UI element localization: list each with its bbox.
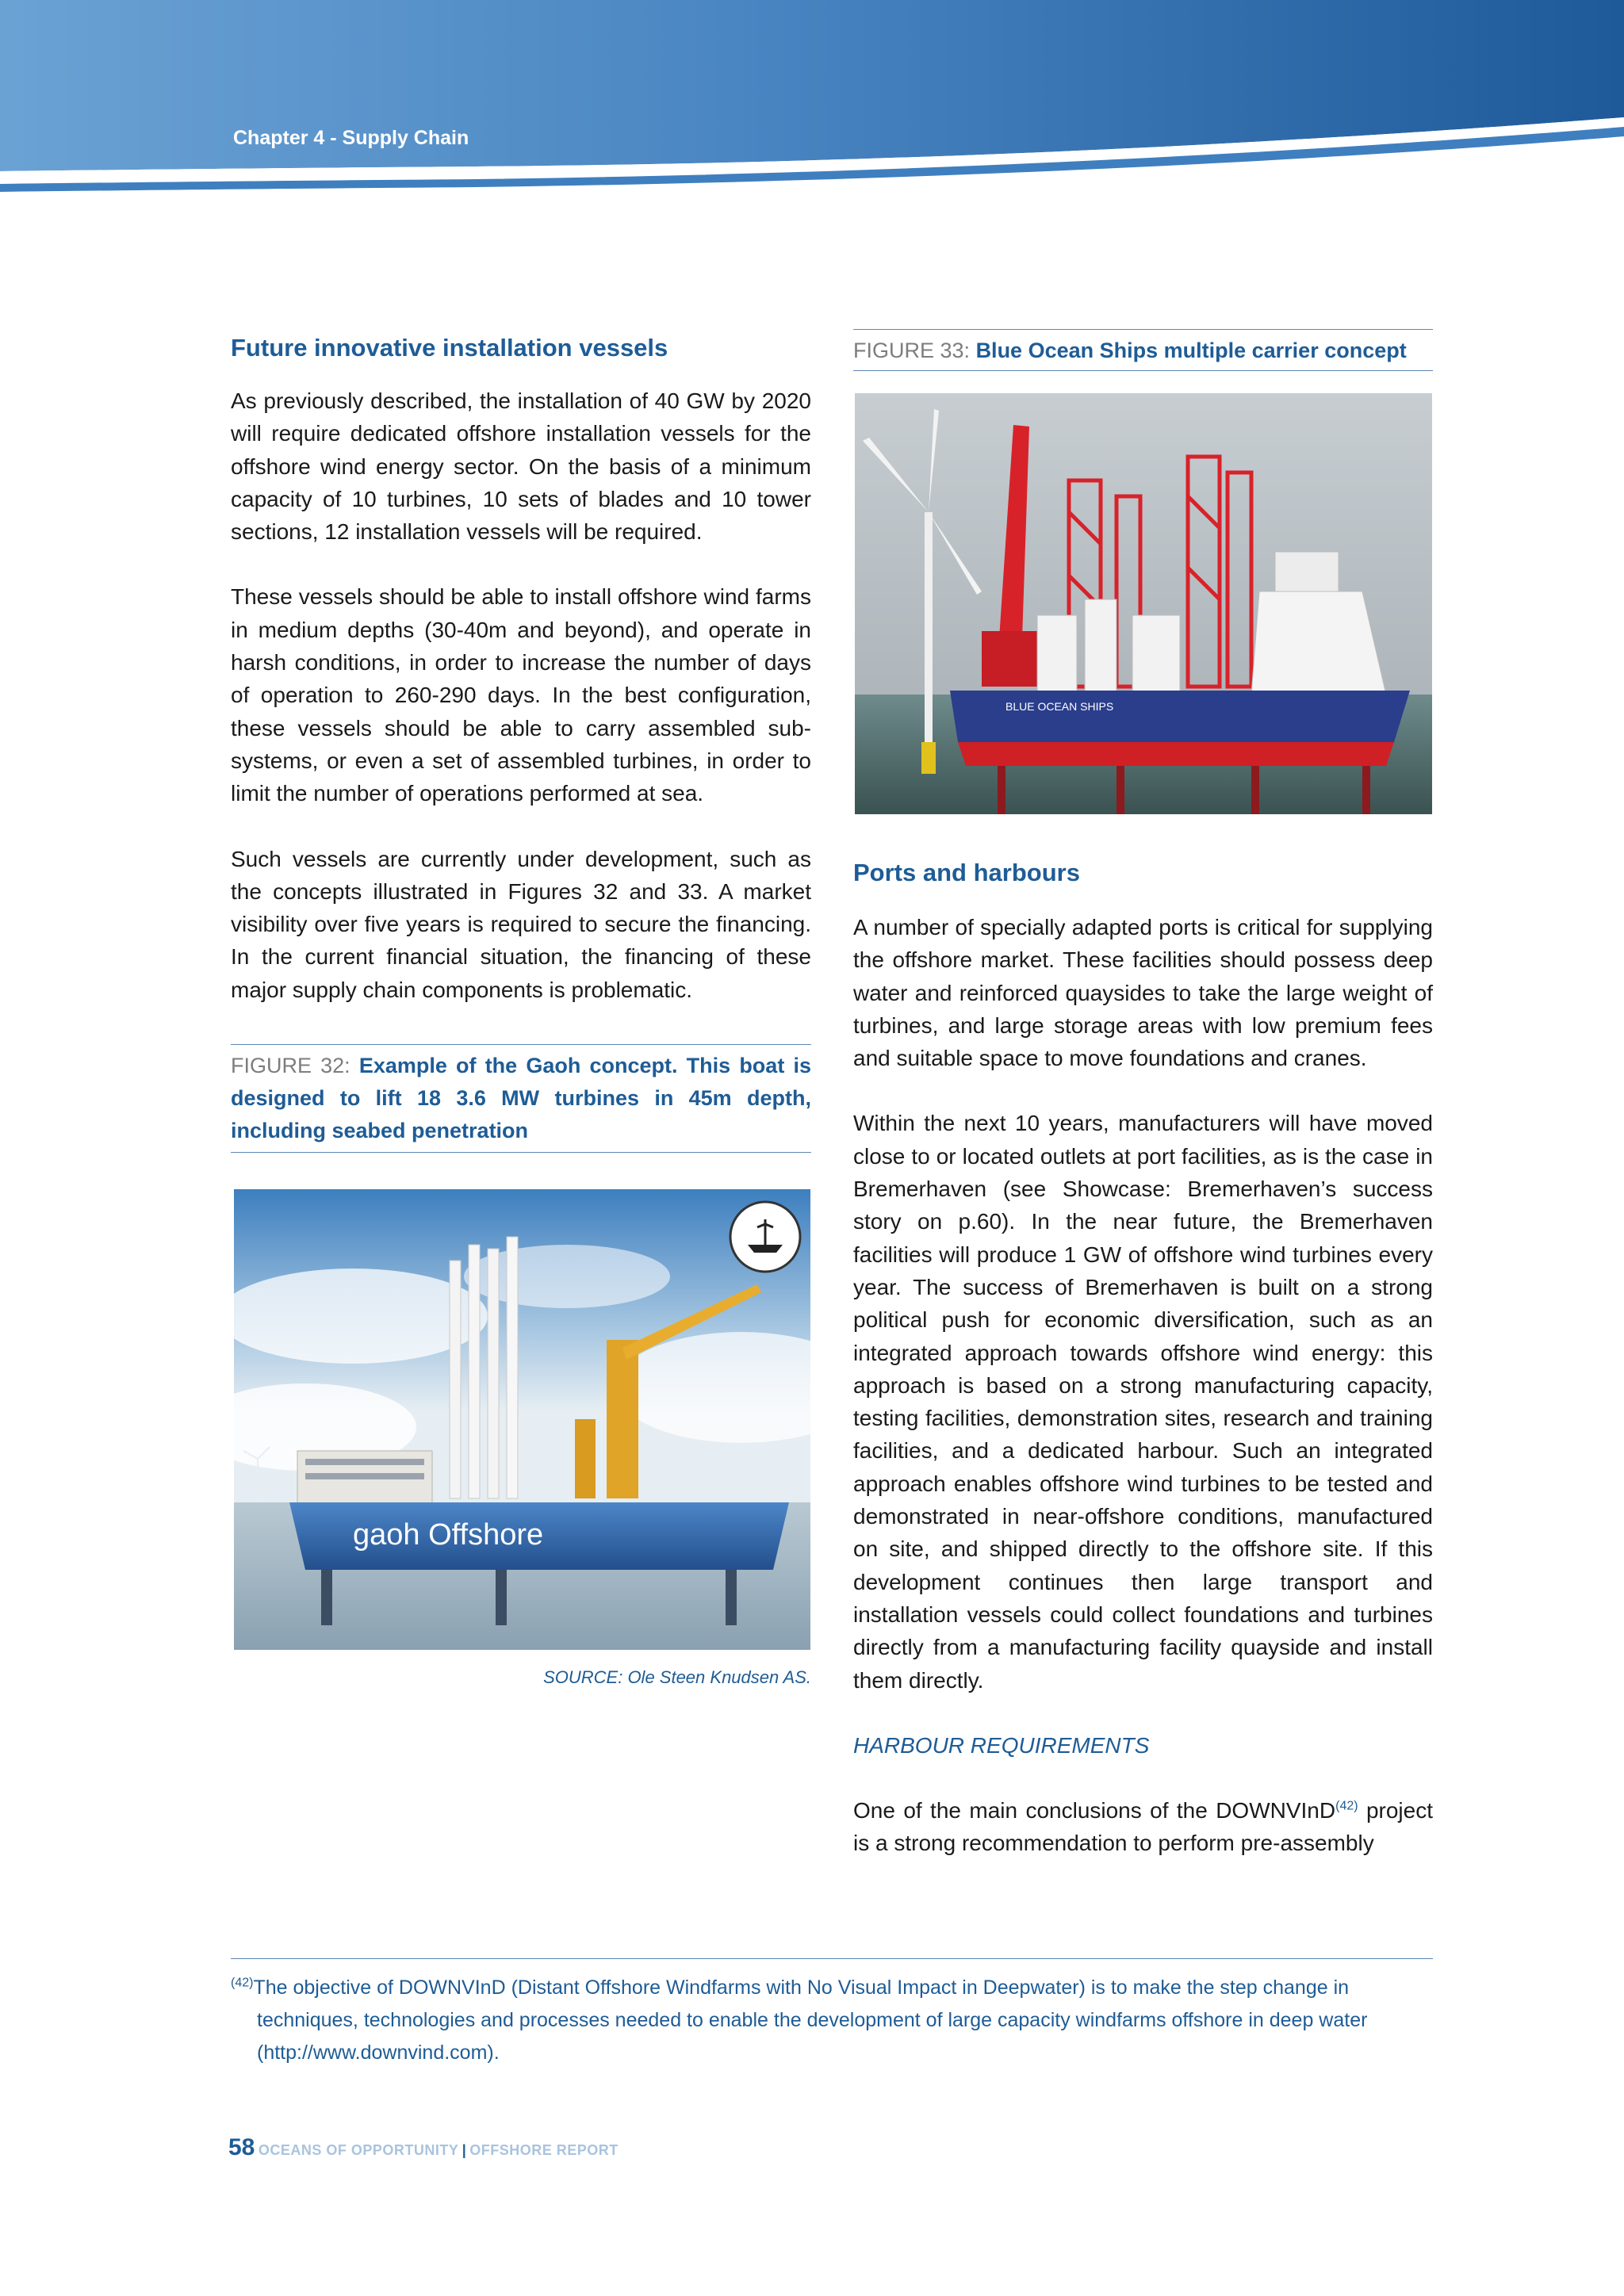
page-header (0, 0, 1624, 198)
body-paragraph: Within the next 10 years, manufacturers will have moved close to or located outlets at port facilities, as is the case in Bremerhaven (see Showcase: Bremerhaven’s success story on p.60). In the near future, the Bremerhaven facilities will produce 1 GW of offshore wind turbines every year. The success of Bremerhaven is built on a strong political push for economic diversification, such as an integrated approach towards offshore wind energy: this approach is based on a strong manufacturing capacity, testing facilities, demonstration sites, research and training facilities, and a dedicated harbour. Such an integrated approach enables offshore wind turbines to be tested and demonstrated in near-offshore conditions, manufactured on site, and shipped directly to the offshore site. If this development continues then large transport and installation vessels could collect foundations and turbines directly from a manufacturing facility quayside and install them directly. (853, 1111, 1433, 1693)
figure-title: Example of the Gaoh concept. This boat is designed to lift 18 3.6 MW turbines in 45m depth, including seabed penetration (231, 1054, 811, 1143)
figure-label: FIGURE 32: (231, 1054, 350, 1078)
figure-32-source: SOURCE: Ole Steen Knudsen AS. (543, 1667, 811, 1688)
publication-name: OCEANS OF OPPORTUNITY (258, 2142, 459, 2158)
figure-title: Blue Ocean Ships multiple carrier concept (975, 339, 1407, 362)
figure-32-image (234, 1189, 810, 1650)
chapter-title: Chapter 4 - Supply Chain (233, 127, 469, 149)
section-heading-ports: Ports and harbours (853, 859, 1080, 886)
figure-33-caption (853, 329, 1433, 371)
footnote-text: The objective of DOWNVInD (Distant Offshore Windfarms with No Visual Impact in Deepwater) is to make the step change in techniques, technologies and processes needed to enable the development of large capacity windfarms offshore in deep water (http://www.downvind.com). (253, 1976, 1368, 2064)
body-paragraph: Such vessels are currently under development, such as the concepts illustrated in Figures 32 and 33. A market visibility over five years is required to secure the financing. In the current financial situation, the financing of these major supply chain components is problematic. (231, 846, 811, 1002)
section-heading-vessels: Future innovative installation vessels (231, 334, 668, 362)
body-paragraph: As previously described, the installation of 40 GW by 2020 will require dedicated offshore installation vessels for the offshore wind energy sector. On the basis of a minimum capacity of 10 turbines, 10 sets of blades and 10 tower sections, 12 installation vessels will be required. (231, 388, 811, 545)
footnote-ref[interactable]: (42) (1335, 1799, 1358, 1813)
blue-ocean-ship-illustration (855, 393, 1432, 814)
footnote-marker: (42) (231, 1976, 254, 1990)
figure-33-image (855, 393, 1432, 814)
subheading-harbour-requirements: HARBOUR REQUIREMENTS (853, 1732, 1150, 1758)
footnote (231, 1958, 1433, 2069)
gaoh-vessel-illustration (234, 1189, 810, 1650)
downvind-text-start: One of the main conclusions of the DOWNVInD (853, 1797, 1336, 1823)
left-column (231, 329, 811, 1688)
body-paragraph-downvind (853, 1794, 1433, 1860)
page-footer (228, 2134, 619, 2161)
report-name: OFFSHORE REPORT (469, 2142, 619, 2158)
header-banner (0, 0, 1624, 198)
figure-label: FIGURE 33: (853, 339, 971, 362)
hull-name-gaoh: gaoh Offshore (353, 1518, 544, 1552)
footnote-body (231, 1972, 1433, 2069)
footer-separator: | (462, 2142, 466, 2158)
figure-32-caption (231, 1044, 811, 1153)
right-column (853, 329, 1433, 1859)
downvind-text-end: project is a strong recommendation to perform pre-assembly (853, 1797, 1433, 1856)
hull-name-blue-ocean: BLUE OCEAN SHIPS (1005, 700, 1114, 713)
page-number: 58 (228, 2134, 255, 2160)
body-paragraph: These vessels should be able to install offshore wind farms in medium depths (30-40m and beyond), and operate in harsh conditions, in order to increase the number of days of operation to 260-290 days. In the best configuration, these vessels should be able to carry assembled sub-systems, or even a set of assembled turbines, in order to limit the number of operations performed at sea. (231, 584, 811, 806)
body-paragraph: A number of specially adapted ports is critical for supplying the offshore market. These facilities should possess deep water and reinforced quaysides to take the large weight of turbines, and large storage areas with low premium fees and suitable space to move foundations and cranes. (853, 915, 1433, 1071)
